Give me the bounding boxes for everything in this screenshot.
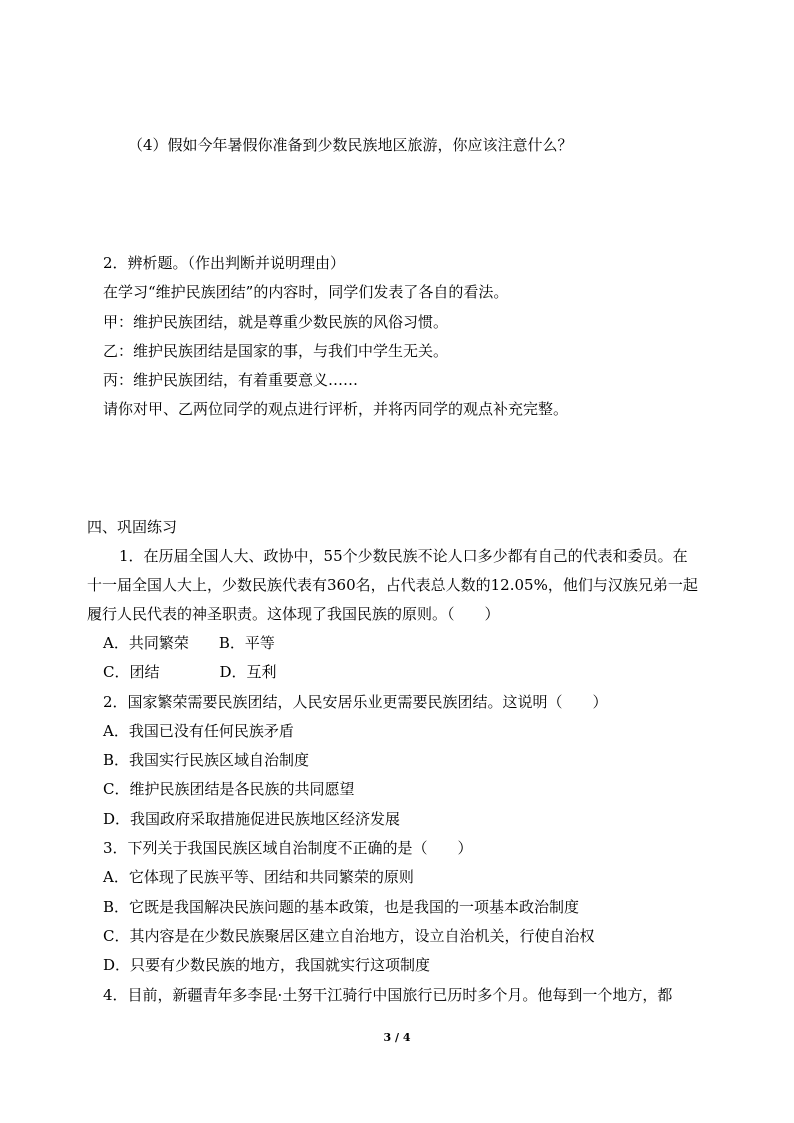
- exercise-2-option-a: A．我国已没有任何民族矛盾: [103, 722, 294, 740]
- page-number: 3 / 4: [383, 1031, 411, 1044]
- exercise-1-options-row-2: C．团结 D．互利: [103, 663, 277, 681]
- section-heading: 四、巩固练习: [87, 518, 178, 536]
- analysis-intro: 在学习“维护民族团结”的内容时，同学们发表了各自的看法。: [103, 283, 509, 301]
- analysis-view-jia: 甲：维护民族团结，就是尊重少数民族的风俗习惯。: [103, 313, 449, 331]
- exercise-3-option-a: A．它体现了民族平等、团结和共同繁荣的原则: [103, 868, 414, 886]
- exercise-1-stem-line-2: 十一届全国人大上，少数民族代表有360名，占代表总人数的12.05%，他们与汉族兄弟一起: [87, 576, 698, 594]
- exercise-3-stem: 3．下列关于我国民族区域自治制度不正确的是（ ）: [103, 839, 473, 857]
- exercise-1-stem-line-1: 1．在历届全国人大、政协中，55个少数民族不论人口多少都有自己的代表和委员。在: [119, 547, 688, 565]
- exercise-2-stem: 2．国家繁荣需要民族团结，人民安居乐业更需要民族团结。这说明（ ）: [103, 693, 608, 711]
- exercise-3-option-c: C．其内容是在少数民族聚居区建立自治地方，设立自治机关，行使自治权: [103, 927, 595, 945]
- exercise-2-option-c: C．维护民族团结是各民族的共同愿望: [103, 780, 355, 798]
- exercise-3-option-d: D．只要有少数民族的地方，我国就实行这项制度: [103, 956, 431, 974]
- analysis-heading: 2．辨析题。（作出判断并说明理由）: [103, 254, 346, 272]
- analysis-view-bing: 丙：维护民族团结，有着重要意义……: [103, 371, 359, 389]
- question-4-text: （4）假如今年暑假你准备到少数民族地区旅游，你应该注意什么？: [128, 136, 573, 154]
- analysis-task: 请你对甲、乙两位同学的观点进行评析，并将丙同学的观点补充完整。: [103, 400, 569, 418]
- exercise-1-options-row-1: A．共同繁荣 B．平等: [103, 634, 275, 652]
- exercise-2-option-d: D．我国政府采取措施促进民族地区经济发展: [103, 810, 401, 828]
- exercise-1-stem-line-3: 履行人民代表的神圣职责。这体现了我国民族的原则。（ ）: [87, 605, 500, 623]
- analysis-view-yi: 乙：维护民族团结是国家的事，与我们中学生无关。: [103, 342, 449, 360]
- exercise-3-option-b: B．它既是我国解决民族问题的基本政策，也是我国的一项基本政治制度: [103, 898, 580, 916]
- exercise-4-stem: 4．目前，新疆青年多李昆·土努干江骑行中国旅行已历时多个月。他每到一个地方，都: [103, 986, 673, 1004]
- exercise-2-option-b: B．我国实行民族区域自治制度: [103, 751, 310, 769]
